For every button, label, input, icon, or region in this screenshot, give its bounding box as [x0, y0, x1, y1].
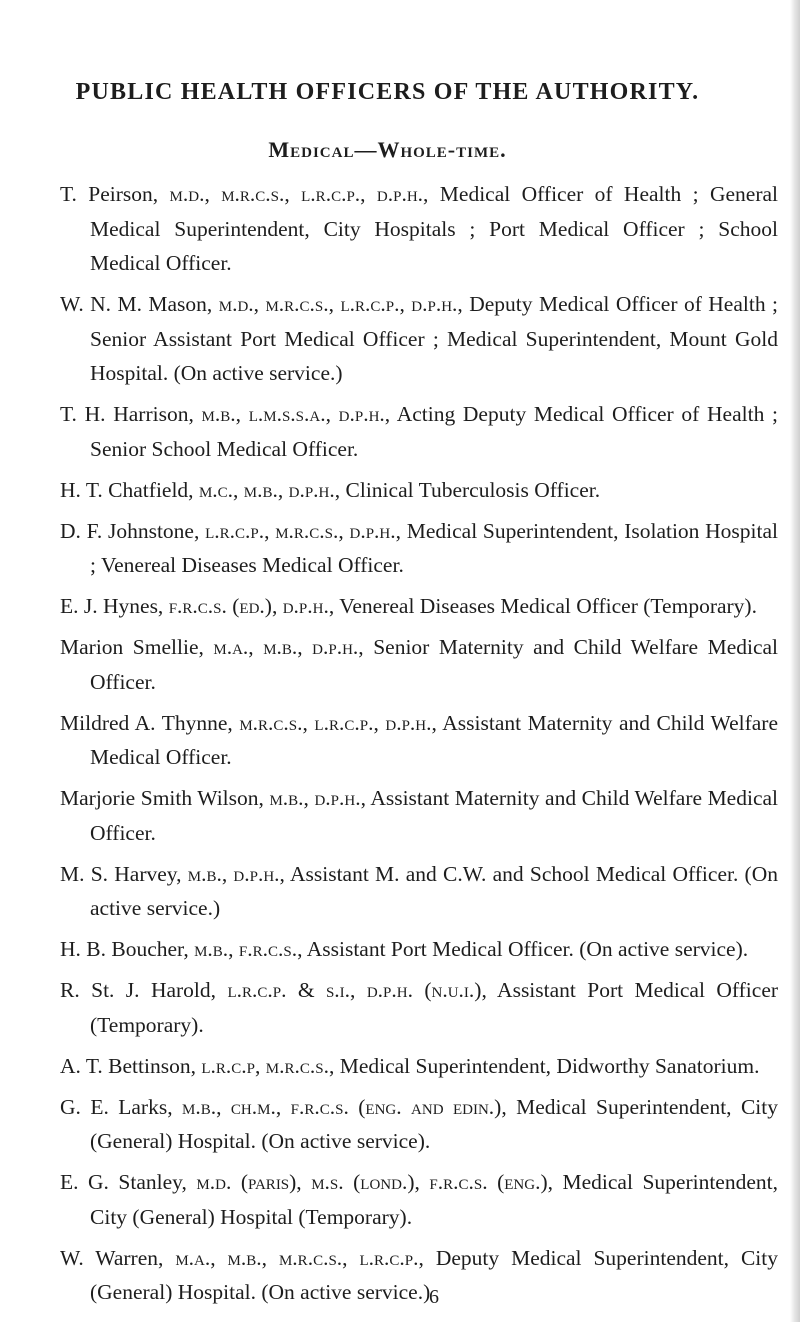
officer-entry — [60, 1165, 778, 1234]
officer-list — [60, 177, 778, 1316]
page-edge-shadow — [790, 0, 800, 1322]
officer-entry — [60, 1090, 778, 1159]
officer-name: Mildred A. Thynne, — [60, 710, 233, 735]
officer-entry — [60, 287, 778, 391]
officer-qualifications: m.d. (paris), m.s. (lond.), f.r.c.s. (eng.), — [196, 1170, 553, 1194]
officer-role: Deputy Medical Officer of Health ; Senior Assistant Port Medical Officer ; Medical Superintendent, Mount Gold Hospital. (On active service.) — [90, 292, 779, 385]
officer-qualifications: m.c., m.b., d.p.h., — [198, 477, 341, 502]
officer-qualifications: m.r.c.s., l.r.c.p., d.p.h., — [239, 710, 437, 735]
officer-name: D. F. Johnstone, — [60, 518, 200, 543]
officer-role: Medical Superintendent, Didworthy Sanatorium. — [339, 1053, 760, 1078]
officer-name: H. B. Boucher, — [60, 937, 189, 961]
officer-qualifications: l.r.c.p. & s.i., d.p.h. (n.u.i.), — [227, 978, 487, 1002]
officer-role: Assistant Maternity and Child Welfare Medical Officer. — [90, 786, 779, 845]
officer-name: A. T. Bettinson, — [60, 1053, 196, 1078]
officer-name: G. E. Larks, — [60, 1094, 173, 1119]
officer-qualifications: m.b., d.p.h., — [187, 861, 285, 886]
officer-name: W. Warren, — [60, 1245, 164, 1270]
officer-qualifications: l.r.c.p, m.r.c.s., — [201, 1053, 335, 1078]
officer-name: W. N. M. Mason, — [60, 292, 213, 316]
officer-qualifications: m.b., ch.m., f.r.c.s. (eng. and edin.), — [182, 1094, 507, 1119]
officer-qualifications: m.b., d.p.h., — [269, 786, 366, 810]
page-number: 6 — [429, 1286, 439, 1308]
officer-role: Assistant Port Medical Officer (Temporary). — [90, 978, 779, 1037]
officer-entry — [60, 706, 778, 775]
officer-role: Assistant Maternity and Child Welfare Medical Officer. — [90, 710, 778, 769]
officer-name: T. Peirson, — [60, 182, 159, 206]
officer-name: Marjorie Smith Wilson, — [60, 786, 264, 810]
officer-qualifications: m.b., f.r.c.s., — [194, 937, 303, 961]
page-heading: PUBLIC HEALTH OFFICERS OF THE AUTHORITY. — [75, 79, 700, 105]
officer-qualifications: m.d., m.r.c.s., l.r.c.p., d.p.h., — [218, 292, 463, 316]
officer-entry — [60, 473, 778, 508]
officer-role: Deputy Medical Superintendent, City (General) Hospital. (On active service.) — [90, 1245, 779, 1304]
officer-entry — [60, 1049, 778, 1084]
officer-name: H. T. Chatfield, — [60, 477, 194, 502]
officer-entry — [60, 973, 778, 1042]
officer-role: Assistant M. and C.W. and School Medical Officer. (On active service.) — [90, 861, 778, 920]
officer-entry — [60, 857, 778, 926]
officer-qualifications: m.a., m.b., d.p.h., — [213, 635, 364, 659]
officer-qualifications: m.d., m.r.c.s., l.r.c.p., d.p.h., — [169, 182, 429, 206]
officer-role: Clinical Tuberculosis Officer. — [345, 477, 601, 502]
officer-entry — [60, 397, 778, 466]
officer-entry — [60, 932, 778, 967]
officer-role: Medical Officer of Health ; General Medical Superintendent, City Hospitals ; Port Medical Officer ; School Medical Officer. — [90, 182, 778, 275]
officer-name: T. H. Harrison, — [60, 402, 194, 426]
officer-qualifications: m.b., l.m.s.s.a., d.p.h., — [201, 402, 391, 426]
officer-entry — [60, 781, 778, 850]
officer-qualifications: f.r.c.s. (ed.), d.p.h., — [168, 594, 335, 618]
officer-role: Acting Deputy Medical Officer of Health ; Senior School Medical Officer. — [90, 402, 778, 461]
officer-entry — [60, 589, 778, 624]
officer-role: Venereal Diseases Medical Officer (Temporary). — [339, 594, 757, 618]
officer-name: E. J. Hynes, — [60, 594, 164, 618]
officer-role: Medical Superintendent, Isolation Hospital ; Venereal Diseases Medical Officer. — [90, 518, 779, 577]
officer-name: M. S. Harvey, — [60, 861, 182, 886]
officer-role: Medical Superintendent, City (General) Hospital. (On active service). — [90, 1094, 779, 1153]
officer-name: R. St. J. Harold, — [60, 978, 217, 1002]
officer-name: Marion Smellie, — [60, 635, 204, 659]
officer-entry — [60, 630, 778, 699]
officer-role: Assistant Port Medical Officer. (On active service). — [306, 937, 749, 961]
officer-role: Senior Maternity and Child Welfare Medical Officer. — [90, 635, 779, 694]
officer-qualifications: m.a., m.b., m.r.c.s., l.r.c.p., — [175, 1245, 424, 1270]
officer-name: E. G. Stanley, — [60, 1170, 187, 1194]
section-subheading: Medical—Whole-time. — [268, 137, 507, 162]
officer-role: Medical Superintendent, City (General) Hospital (Temporary). — [90, 1170, 778, 1229]
officer-entry — [60, 514, 778, 583]
officer-qualifications: l.r.c.p., m.r.c.s., d.p.h., — [205, 518, 402, 543]
officer-entry — [60, 177, 778, 281]
